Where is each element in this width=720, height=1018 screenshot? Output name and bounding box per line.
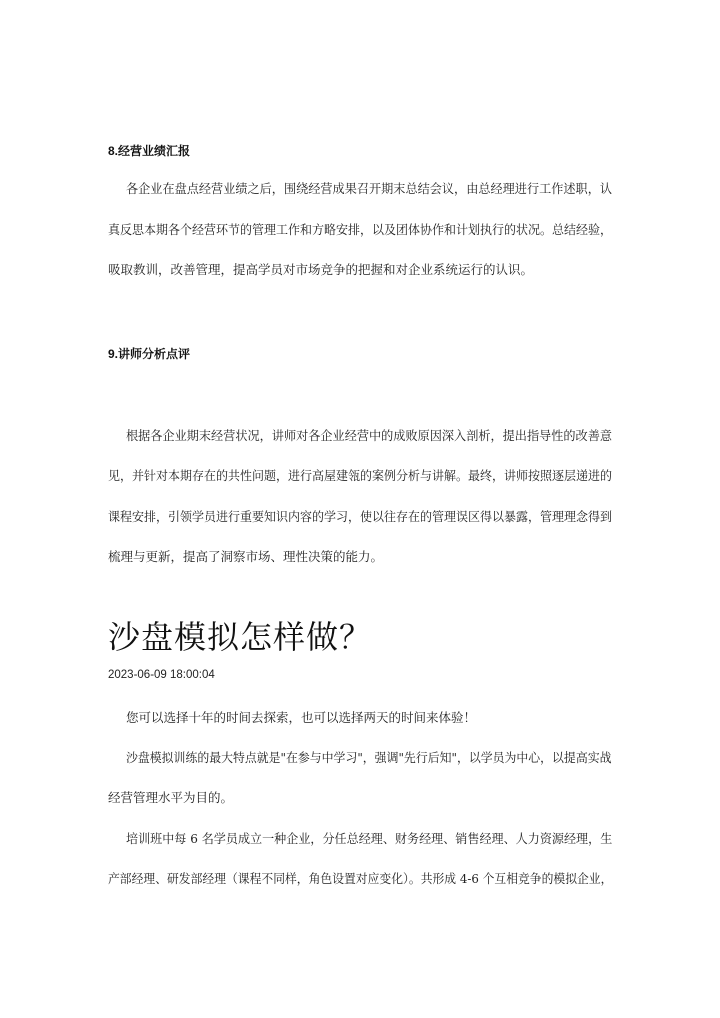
article-line: 产部经理、研发部经理（课程不同样，角色设置对应变化）。共形成 4-6 个互相竞争的模拟企业，: [108, 871, 613, 886]
article-title: 沙盘模拟怎样做？: [108, 618, 373, 656]
section-8-line: 吸取教训，改善管理，提高学员对市场竞争的把握和对企业系统运行的认识。: [108, 262, 534, 277]
article-line: 经营管理水平为目的。: [108, 790, 234, 805]
section-8-heading: 8.经营业绩汇报: [108, 144, 191, 158]
article-line: 培训班中每 6 名学员成立一种企业，分任总经理、财务经理、销售经理、人力资源经理，生: [126, 831, 613, 846]
section-9-heading: 9.讲师分析点评: [108, 347, 191, 361]
section-8-line: 各企业在盘点经营业绩之后，围绕经营成果召开期末总结会议，由总经理进行工作述职，认: [126, 181, 613, 196]
section-8-line: 真反思本期各个经营环节的管理工作和方略安排，以及团体协作和计划执行的状况。总结经验，: [108, 222, 613, 237]
section-9-line: 课程安排，引领学员进行重要知识内容的学习，使以往存在的管理误区得以暴露，管理理念得到: [108, 509, 613, 524]
article-line: 沙盘模拟训练的最大特点就是"在参与中学习"，强调"先行后知"，以学员为中心，以提高实战: [126, 750, 612, 765]
section-9-line: 根据各企业期末经营状况，讲师对各企业经营中的成败原因深入剖析，提出指导性的改善意: [126, 428, 613, 443]
section-9-line: 梳理与更新，提高了洞察市场、理性决策的能力。: [108, 549, 384, 564]
section-9-line: 见，并针对本期存在的共性问题，进行高屋建瓴的案例分析与讲解。最终，讲师按照逐层递进的: [108, 468, 613, 483]
article-line: 您可以选择十年的时间去探索，也可以选择两天的时间来体验！: [126, 710, 477, 725]
article-timestamp: 2023-06-09 18:00:04: [108, 669, 215, 681]
